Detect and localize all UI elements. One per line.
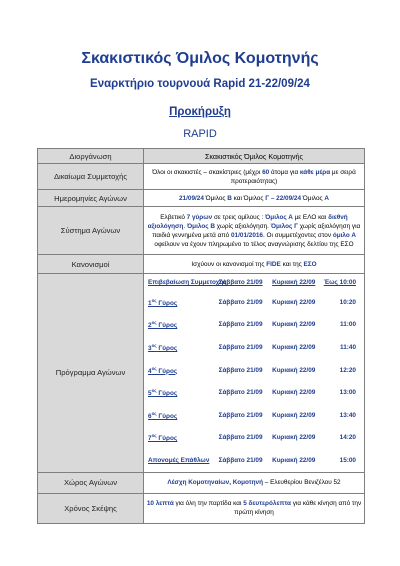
schedule-sunday: Κυριακή 22/09 <box>272 411 316 419</box>
row-organizer <box>38 149 365 164</box>
venue-label: Χώρος Αγώνων <box>38 472 144 493</box>
info-table <box>37 148 365 524</box>
venue-value: Λέσχη Κομοτηναίων, Κομοτηνή – Ελευθερίου Βενιζέλου 52 <box>144 472 365 493</box>
schedule-event: Επιβεβαίωση Συμμετοχής <box>148 279 227 286</box>
schedule-saturday: Σάββατο 21/09 <box>218 411 263 419</box>
page-title: Σκακιστικός Όμιλος Κομοτηνής <box>81 50 319 67</box>
time-control-value: 10 λεπτά για όλη την παρτίδα και 5 δευτερόλεπτα για κάθε κίνηση από την πρώτη κίνηση <box>144 493 365 523</box>
schedule-sunday: Κυριακή 22/09 <box>272 434 316 442</box>
schedule-time: 11:00 <box>340 321 356 329</box>
schedule-event: $5^{o\varsigma}$ Γύρος <box>148 388 178 398</box>
schedule-event: $2^{o\varsigma}$ Γύρος <box>148 320 178 330</box>
announcement-heading <box>0 106 400 118</box>
schedule-row <box>146 274 362 291</box>
eligibility-value: Όλοι οι σκακιστές – σκακίστριες (μέχρι 60 άτομα για κάθε μέρα με σειρά προτεραιότητας) <box>144 164 365 190</box>
schedule-row <box>146 427 362 450</box>
time-control-label: Χρόνος Σκέψης <box>38 493 144 523</box>
schedule-saturday: Σάββατο 21/09 <box>218 321 263 329</box>
schedule-time: Έως 10:00 <box>323 279 356 286</box>
schedule-sunday: Κυριακή 22/09 <box>272 389 316 397</box>
row-program <box>38 274 365 473</box>
schedule-event: $7^{o\varsigma}$ Γύρος <box>148 433 178 443</box>
schedule-sunday: Κυριακή 22/09 <box>272 366 316 374</box>
schedule-saturday: Σάββατο 21/09 <box>218 298 263 306</box>
schedule-time: 11:40 <box>340 343 356 351</box>
schedule-row <box>146 359 362 382</box>
dates-label: Ημερομηνίες Αγώνων <box>38 190 144 207</box>
schedule-time: 12:20 <box>339 366 356 374</box>
eligibility-label: Δικαίωμα Συμμετοχής <box>38 164 144 190</box>
tournament-subtitle: Εναρκτήριο τουρνουά Rapid 21-22/09/24 <box>90 78 310 90</box>
schedule-row <box>146 314 362 337</box>
rules-value: Ισχύουν οι κανονισμοί της FIDE και της ΕΣΟ <box>144 255 365 274</box>
schedule-event: $1^{o\varsigma}$ Γύρος <box>148 297 178 307</box>
schedule-row <box>146 291 362 314</box>
schedule-row <box>146 449 362 472</box>
schedule-event: $4^{o\varsigma}$ Γύρος <box>148 365 178 375</box>
schedule-time: 13:40 <box>339 411 356 419</box>
schedule-time: 10:20 <box>339 298 356 306</box>
schedule-sunday: Κυριακή 22/09 <box>272 343 316 351</box>
schedule-event: $3^{o\varsigma}$ Γύρος <box>148 342 178 353</box>
schedule-sunday: Κυριακή 22/09 <box>272 456 316 464</box>
schedule-row <box>146 404 362 427</box>
rules-label: Κανονισμοί <box>38 255 144 274</box>
schedule-saturday: Σάββατο 21/09 <box>218 434 263 442</box>
system-value: Ελβετικό 7 γύρων σε τρεις ομίλους : Όμιλος Α με ΕΛΟ και διεθνή αξιολόγηση. Όμιλος Β χωρίς αξιολόγηση. Όμιλος Γ χωρίς αξιολόγηση για παιδιά γεννημένα μετά από 01/01/2016. Οι συμμετέχοντες στον όμιλο Α οφείλουν να έχουν πληρωμένο το τέλος αναγνώρισης δελτίου της ΕΣΟ <box>144 207 365 255</box>
program-schedule <box>146 274 362 472</box>
row-venue <box>38 472 365 493</box>
schedule-saturday: Σάββατο 21/09 <box>218 279 263 286</box>
schedule-saturday: Σάββατο 21/09 <box>218 366 263 374</box>
schedule-saturday: Σάββατο 21/09 <box>218 343 263 351</box>
schedule-time: 15:00 <box>339 456 356 464</box>
schedule-event: $6^{o\varsigma}$ Γύρος <box>148 410 178 420</box>
program-cell <box>144 274 365 473</box>
schedule-sunday: Κυριακή 22/09 <box>272 321 316 329</box>
schedule-time: 13:00 <box>339 389 356 397</box>
row-system <box>38 207 365 255</box>
dates-value: 21/09/24 Όμιλος Β και Όμιλος Γ – 22/09/24 Όμιλος Α <box>144 190 365 207</box>
schedule-event: Απονομές Επάθλων <box>148 456 210 464</box>
schedule-saturday: Σάββατο 21/09 <box>218 456 263 464</box>
schedule-saturday: Σάββατο 21/09 <box>218 389 263 397</box>
schedule-row <box>146 336 362 359</box>
schedule-time: 14:20 <box>339 434 356 442</box>
system-label: Σύστημα Αγώνων <box>38 207 144 255</box>
row-dates <box>38 190 365 207</box>
organizer-value: Σκακιστικός Όμιλος Κομοτηνής <box>144 149 365 164</box>
tournament-type: RAPID <box>183 128 217 140</box>
row-time-control <box>38 493 365 523</box>
row-eligibility <box>38 164 365 190</box>
schedule-sunday: Κυριακή 22/09 <box>272 298 316 306</box>
announcement-text: Προκήρυξη <box>169 106 231 118</box>
row-rules <box>38 255 365 274</box>
program-label: Πρόγραμμα Αγώνων <box>38 274 144 473</box>
schedule-row <box>146 381 362 404</box>
schedule-sunday: Κυριακή 22/09 <box>272 279 316 286</box>
organizer-label: Διοργάνωση <box>38 149 144 164</box>
